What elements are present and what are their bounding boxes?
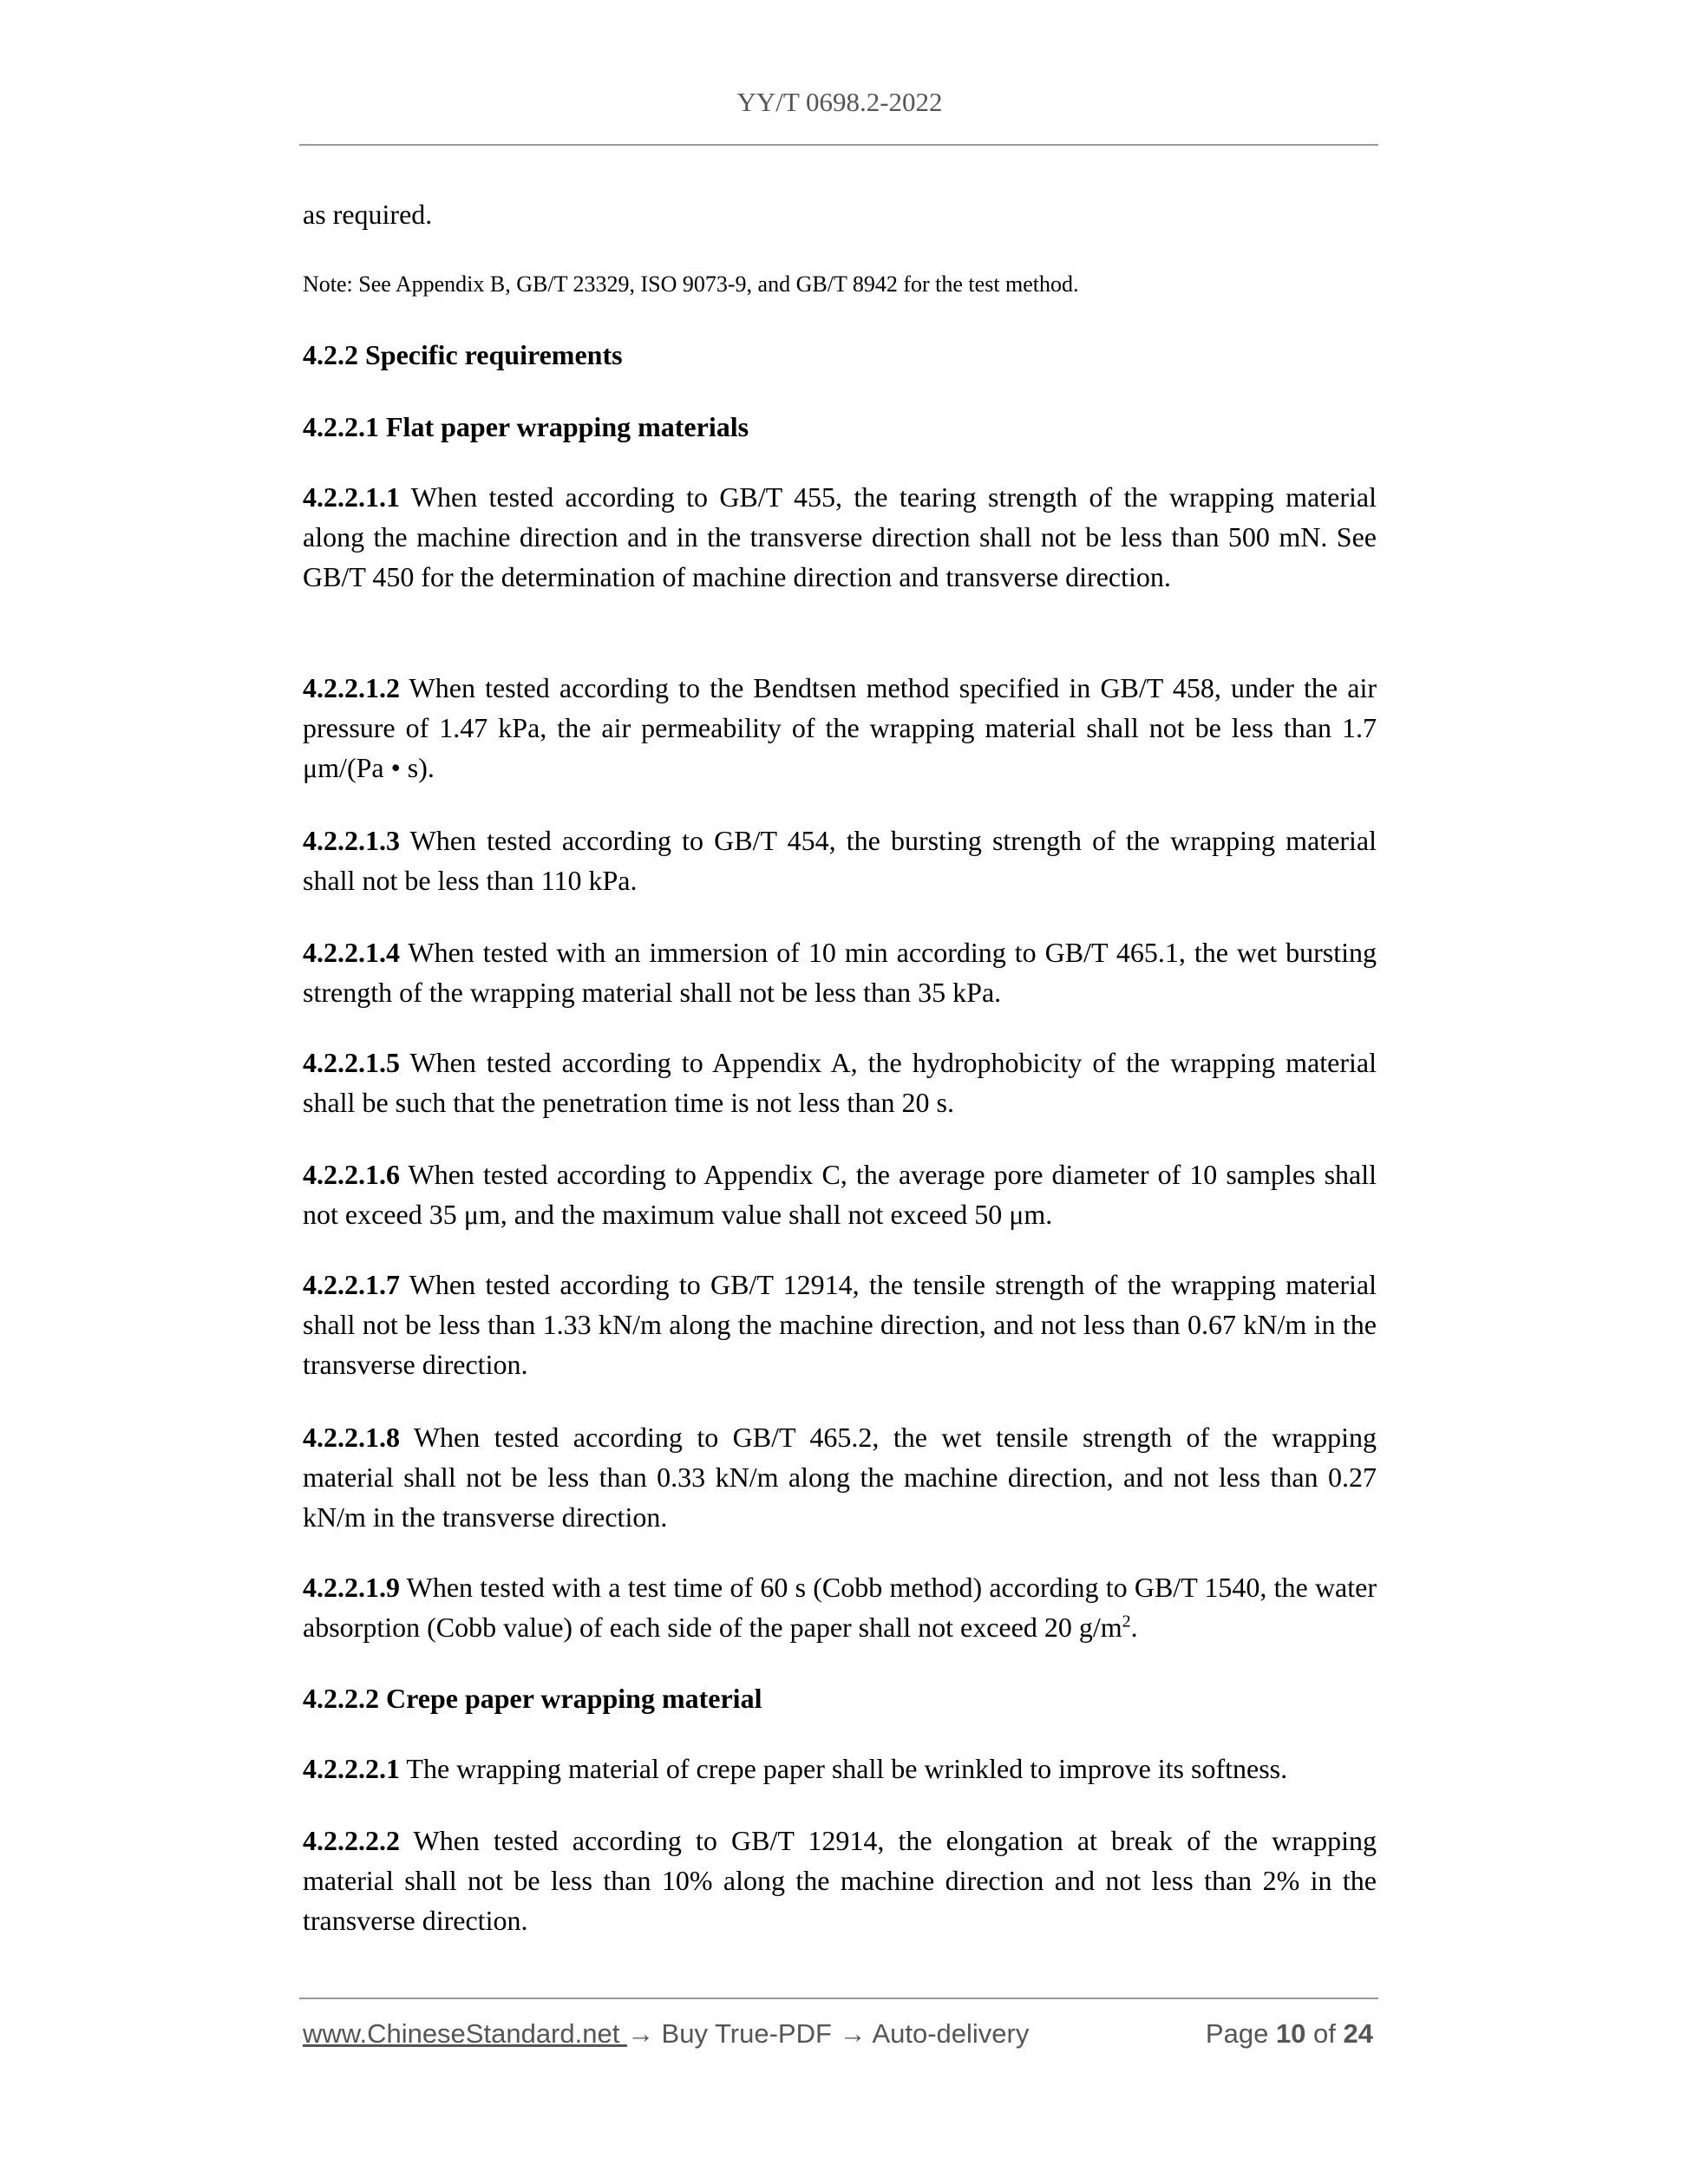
website-link[interactable]: www.ChineseStandard.net [303, 2018, 627, 2049]
arrow-icon: → [626, 2018, 654, 2049]
footer-rule [299, 1998, 1378, 1999]
clause-text: When tested according to GB/T 12914, the tensile strength of the wrapping material shall not be less than 1.33 kN/m along the machine direction, and not less than 0.67 kN/m in the transverse direction. [303, 1269, 1377, 1381]
header-rule [299, 144, 1378, 146]
clause-4-2-2-1-5 [303, 1043, 1377, 1122]
superscript: 2 [1122, 1612, 1131, 1631]
clause-number: 4.2.2.1.6 [303, 1159, 400, 1190]
clause-number: 4.2.2.1.8 [303, 1422, 400, 1453]
clause-4-2-2-1-9 [303, 1567, 1377, 1647]
clause-4-2-2-1-6 [303, 1154, 1377, 1234]
footer-promo [303, 2018, 1029, 2050]
clause-text: When tested according to GB/T 454, the bursting strength of the wrapping material shall not be less than 110 kPa. [303, 825, 1377, 897]
clause-text: When tested according to the Bendtsen method specified in GB/T 458, under the air pressure of 1.47 kPa, the air permeability of the wrapping material shall not be less than 1.7 μm/(Pa • s). [303, 672, 1377, 784]
clause-text: When tested according to GB/T 12914, the elongation at break of the wrapping material shall not be less than 10% along the machine direction and not less than 2% in the transverse direction. [303, 1825, 1377, 1937]
clause-4-2-2-1-3 [303, 821, 1377, 900]
clause-number: 4.2.2.1.7 [303, 1269, 400, 1300]
clause-4-2-2-1-7 [303, 1265, 1377, 1385]
clause-text: When tested according to GB/T 465.2, the wet tensile strength of the wrapping material shall not be less than 0.33 kN/m along the machine direction, and not less than 0.27 kN/m in the transverse direction. [303, 1422, 1377, 1533]
clause-4-2-2-1-4 [303, 932, 1377, 1012]
clause-number: 4.2.2.1.1 [303, 481, 400, 513]
clause-number: 4.2.2.1.4 [303, 937, 400, 968]
clause-4-2-2-1-1 [303, 477, 1377, 598]
clause-number: 4.2.2.2.2 [303, 1825, 400, 1856]
document-id-header: YY/T 0698.2-2022 [736, 87, 943, 117]
clause-4-2-2-2-1 [303, 1749, 1387, 1788]
current-page: 10 [1275, 2018, 1306, 2049]
clause-number: 4.2.2.1.9 [303, 1572, 400, 1603]
page-label: Page [1205, 2018, 1276, 2049]
heading-4-2-2: 4.2.2 Specific requirements [303, 339, 623, 370]
heading-4-2-2-2: 4.2.2.2 Crepe paper wrapping material [303, 1683, 762, 1714]
clause-text: When tested according to Appendix C, the average pore diameter of 10 samples shall not exceed 35 μm, and the maximum value shall not exceed 50 μm. [303, 1159, 1377, 1231]
of-label: of [1305, 2018, 1344, 2049]
clause-text: When tested with a test time of 60 s (Cobb method) according to GB/T 1540, the water absorption (Cobb value) of each side of the paper shall not exceed 20 g/m [303, 1572, 1377, 1644]
clause-4-2-2-1-8 [303, 1417, 1377, 1538]
total-pages: 24 [1343, 2018, 1373, 2049]
delivery-text: Auto-delivery [866, 2018, 1030, 2049]
clause-4-2-2-1-2 [303, 668, 1377, 788]
clause-number: 4.2.2.1.5 [303, 1047, 400, 1078]
clause-text: When tested with an immersion of 10 min according to GB/T 465.1, the wet bursting strength of the wrapping material shall not be less than 35 kPa. [303, 937, 1377, 1009]
clause-number: 4.2.2.1.2 [303, 672, 400, 703]
note: Note: See Appendix B, GB/T 23329, ISO 9073-9, and GB/T 8942 for the test method. [303, 271, 1079, 297]
clause-text: When tested according to GB/T 455, the tearing strength of the wrapping material along the machine direction and in the transverse direction shall not be less than 500 mN. See GB/T 450 for the determination of machine direction and transverse direction. [303, 481, 1377, 593]
clause-number: 4.2.2.2.1 [303, 1753, 400, 1784]
clause-4-2-2-2-2 [303, 1821, 1377, 1941]
clause-text: When tested according to Appendix A, the hydrophobicity of the wrapping material shall be such that the penetration time is not less than 20 s. [303, 1047, 1377, 1119]
arrow-icon: → [839, 2018, 867, 2049]
continuation-text: as required. [303, 199, 433, 230]
clause-tail: . [1130, 1612, 1138, 1644]
footer [303, 2018, 1377, 2050]
page-number [1206, 2018, 1377, 2050]
heading-4-2-2-1: 4.2.2.1 Flat paper wrapping materials [303, 411, 749, 442]
clause-text: The wrapping material of crepe paper shall be wrinkled to improve its softness. [400, 1753, 1288, 1784]
clause-number: 4.2.2.1.3 [303, 825, 400, 856]
buy-text: Buy True-PDF [653, 2018, 840, 2049]
